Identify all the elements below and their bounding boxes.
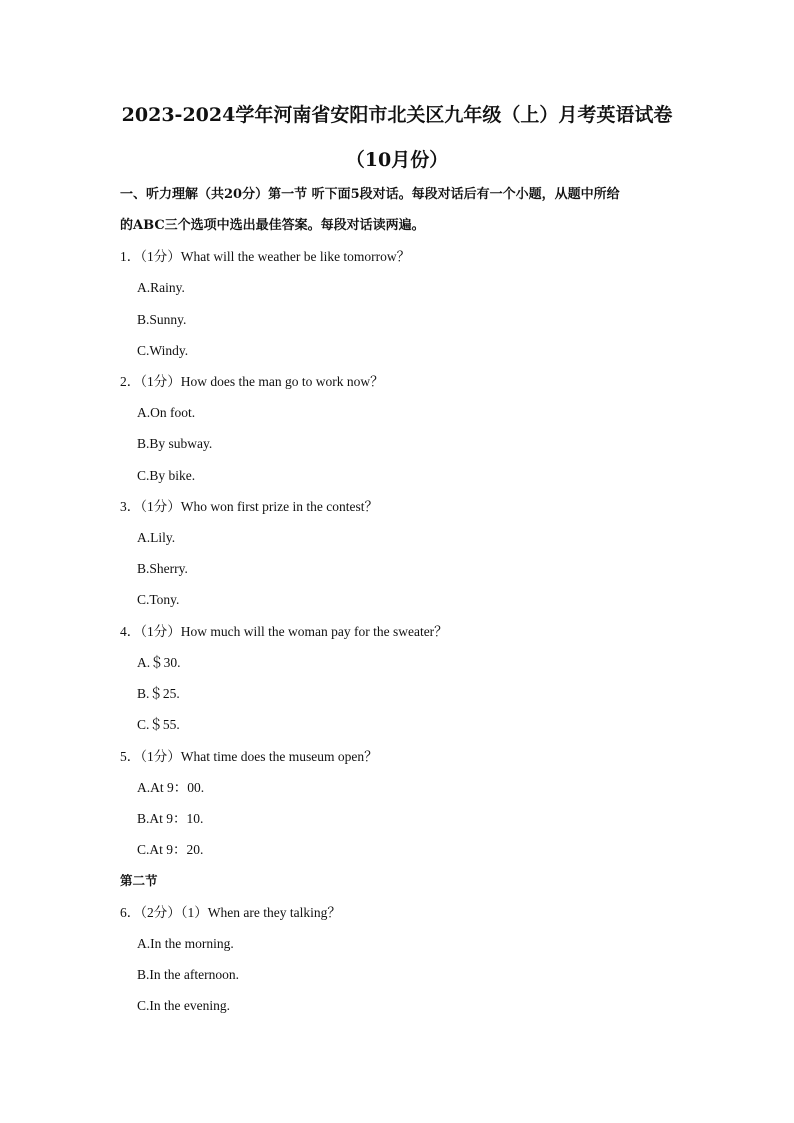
question-stem: 2．（1分）How does the man go to work now？ [120, 374, 384, 389]
question-stem: 5．（1分）What time does the museum open？ [120, 749, 378, 764]
section-one-heading: 一、听力理解（共20分）第一节 听下面5段对话。每段对话后有一个小题，从题中所给 [120, 187, 620, 202]
answer-option: A.On foot. [137, 405, 196, 420]
exam-title: 2023-2024学年河南省安阳市北关区九年级（上）月考英语试卷 [121, 104, 673, 126]
answer-option: C.In the evening. [137, 998, 230, 1013]
answer-option: A.At 9：00. [137, 780, 205, 795]
question-stem: 1．（1分）What will the weather be like tomorrow？ [120, 249, 411, 264]
answer-option: B.In the afternoon. [137, 967, 239, 982]
section-two-label: 第二节 [120, 873, 158, 888]
answer-option: A.Rainy. [137, 280, 185, 295]
answer-option: A.＄30. [137, 655, 181, 670]
answer-option: C.Tony. [137, 592, 180, 607]
answer-option: B.By subway. [137, 436, 213, 451]
answer-option: C.At 9：20. [137, 842, 204, 857]
question-stem: 4．（1分）How much will the woman pay for the sweater？ [120, 624, 448, 639]
answer-option: B.＄25. [137, 686, 180, 701]
answer-option: B.Sunny. [137, 312, 187, 327]
answer-option: C.By bike. [137, 468, 196, 483]
answer-option: B.At 9：10. [137, 811, 204, 826]
exam-title-month: （10月份） [345, 149, 449, 171]
answer-option: A.Lily. [137, 530, 176, 545]
question-stem: 6．（2分）（1）When are they talking？ [120, 905, 341, 920]
question-stem: 3．（1分）Who won first prize in the contest？ [120, 499, 378, 514]
section-one-heading-continued: 的ABC三个选项中选出最佳答案。每段对话读两遍。 [120, 218, 425, 233]
answer-option: C.＄55. [137, 717, 180, 732]
answer-option: B.Sherry. [137, 561, 188, 576]
answer-option: C.Windy. [137, 343, 189, 358]
answer-option: A.In the morning. [137, 936, 234, 951]
